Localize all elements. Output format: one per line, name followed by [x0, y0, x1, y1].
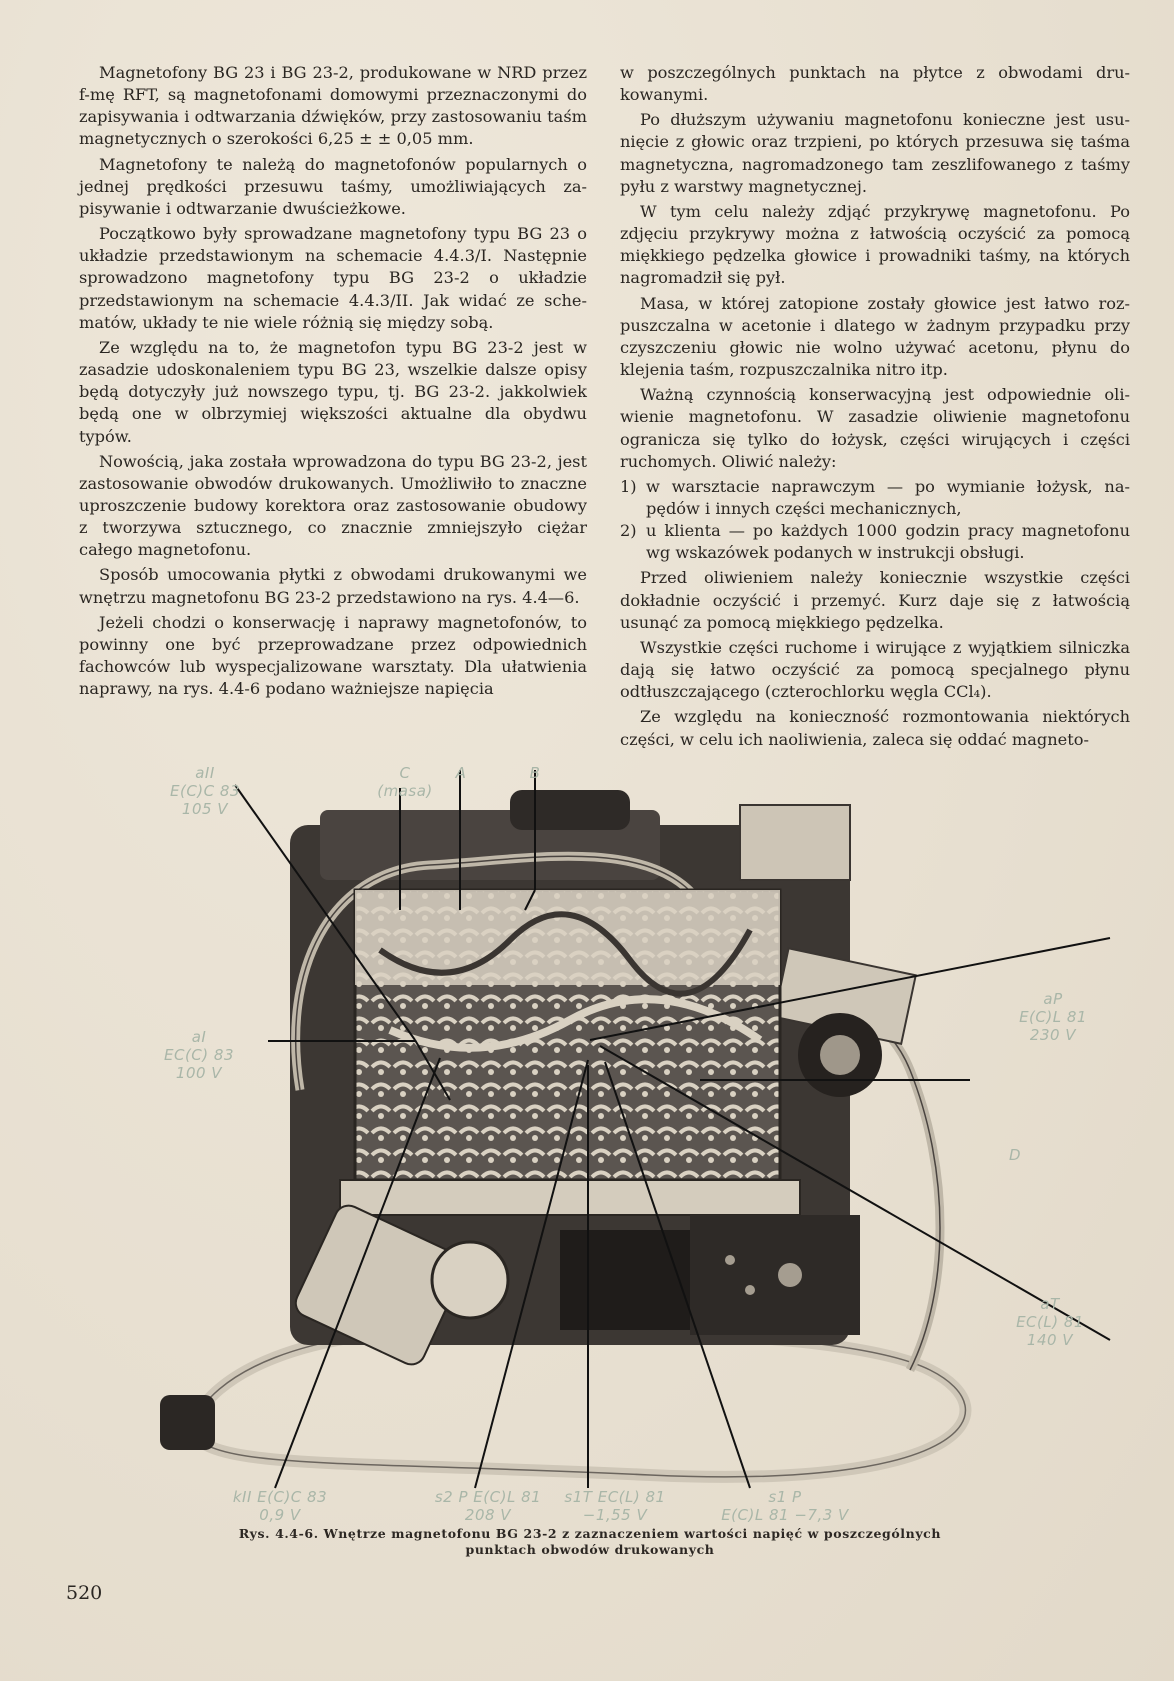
label-line: 230 V: [1029, 1026, 1077, 1044]
right-text-column: [620, 62, 1130, 754]
paragraph: Sposób umocowania płytki z obwodami drukowanymi we wnętrzu magnetofonu BG 23-2 przedstawiono na rys. 4.4—6.: [79, 565, 587, 607]
label-line: B: [529, 764, 541, 782]
label-line: 140 V: [1026, 1331, 1074, 1349]
label-aII: [160, 764, 250, 818]
paragraph-continuation: w poszczególnych punktach na płytce z obwodami drukowanymi.: [620, 63, 1130, 105]
label-line: E(C)L 81 −7,3 V: [721, 1506, 849, 1524]
label-line: E(C)L 81: [1019, 1008, 1087, 1026]
label-D: [1000, 1146, 1030, 1164]
label-line: aII: [195, 764, 215, 782]
selector-switch-block: [690, 1215, 860, 1335]
label-kII: [210, 1488, 350, 1524]
label-aP: [1008, 990, 1098, 1044]
caption-line-1: Rys. 4.4-6. Wnętrze magnetofonu BG 23-2 z zaznaczeniem wartości napięć w poszczególnych: [238, 1526, 942, 1541]
page-number: 520: [66, 1582, 103, 1604]
label-line: aI: [191, 1028, 207, 1046]
label-C: [375, 764, 435, 800]
label-line: 100 V: [175, 1064, 223, 1082]
figure-tape-recorder-interior: [150, 764, 1150, 1524]
figure-caption: [200, 1526, 980, 1558]
paragraph: Magnetofony te należą do magnetofonów popularnych o jednej prędkości przesuwu taśmy, umożliwiających zapisywanie i odtwarzanie dwuścieżkowe.: [79, 154, 587, 218]
relay-box: [740, 805, 850, 880]
paragraph: Po dłuższym używaniu magnetofonu konieczne jest usunięcie z głowic oraz trzpieni, po których przesuwa się taśma magnetyczna, nagromadzonego tam zeszlifowanego z taśmy pyłu z warstwy magnetycznej.: [620, 110, 1130, 196]
label-line: C: [399, 764, 411, 782]
paragraph: Początkowo były sprowadzane magnetofony typu BG 23 o układzie przedstawionym na schemacie 4.4.3/I. Następnie sprowadzono magnetofony typu BG 23-2 o układzie przedstawionym na schemacie 4.4.3/II. Jak widać ze schematów, układy te nie wiele różnią się między sobą.: [79, 224, 587, 332]
list-text: w warsztacie naprawczym — po wymianie łożysk, napędów i innych części mechanicznych,: [646, 476, 1130, 518]
label-line: A: [455, 764, 467, 782]
power-plug: [160, 1395, 215, 1450]
paragraph: Jeżeli chodzi o konserwację i naprawy magnetofonów, to powinny one być przeprowadzane przez odpowiednich fachowców lub wyspecjalizowane warsztaty. Dla ułatwienia naprawy, na rys. 4.4-6 podano ważniejsze napięcia: [79, 612, 587, 699]
label-line: EC(C) 83: [164, 1046, 234, 1064]
list-item: [620, 520, 1130, 564]
list-number: 2): [620, 521, 637, 541]
paragraph: Masa, w której zatopione zostały głowice jest łatwo rozpuszczalna w acetonie i dlatego w żadnym przypadku przy czyszczeniu głowic nie wolno używać acetonu, płynu do klejenia taśm, rozpuszczalnika nitro itp.: [620, 293, 1130, 380]
label-line: EC(L) 81: [1016, 1313, 1084, 1331]
list-number: 1): [620, 476, 637, 496]
label-line: E(C)C 83: [170, 782, 240, 800]
label-line: −1,55 V: [582, 1506, 648, 1524]
label-line: s1 P: [768, 1488, 802, 1506]
paragraph: W tym celu należy zdjąć przykrywę magnetofonu. Po zdjęciu przykrywy można z łatwością oczyścić za pomocą miękkiego pędzelka głowice i prowadniki taśmy, na których nagromadził się pył.: [620, 201, 1130, 288]
label-line: aP: [1043, 990, 1063, 1008]
label-line: (masa): [377, 782, 433, 800]
left-text-column: [79, 62, 587, 703]
label-line: s2 P E(C)L 81: [434, 1488, 542, 1506]
paragraph: Wszystkie części ruchome i wirujące z wyjątkiem silniczka dają się łatwo oczyścić za pomocą specjalnego płynu odtłuszczającego (czterochlorku węgla CCl₄).: [620, 637, 1130, 702]
label-s2P: [418, 1488, 558, 1524]
label-line: kII E(C)C 83: [232, 1488, 328, 1506]
paragraph: Ze względu na to, że magnetofon typu BG 23-2 jest w zasadzie udoskonaleniem typu BG 23, wszelkie dalsze opisy będą dotyczyły już nowszego typu, tj. BG 23-2. jakkolwiek będą one w olbrzymiej większości aktualne dla obydwu typów.: [79, 337, 587, 446]
label-line: D: [1008, 1146, 1022, 1164]
paragraph: Ze względu na konieczność rozmontowania niektórych części, w celu ich naoliwienia, zaleca się oddać magneto-: [620, 707, 1130, 749]
power-cable: [190, 1330, 965, 1477]
tape-recorder-photo: [150, 770, 1150, 1490]
label-A: [446, 764, 476, 782]
label-line: aT: [1040, 1295, 1060, 1313]
label-B: [520, 764, 550, 782]
list-item: [620, 476, 1130, 520]
label-line: 105 V: [181, 800, 229, 818]
label-line: 0,9 V: [259, 1506, 301, 1524]
label-line: 208 V: [464, 1506, 512, 1524]
paragraph: Magnetofony BG 23 i BG 23-2, produkowane w NRD przez f-mę RFT, są magnetofonami domowymi przeznaczonymi do zapisywania i odtwarzania dźwięków, przy zastosowaniu taśm magnetycznych o szerokości 6,25 ± ± 0,05 mm.: [79, 63, 587, 149]
label-aI: [154, 1028, 244, 1082]
label-s1P: [710, 1488, 860, 1524]
caption-line-2: punktach obwodów drukowanych: [465, 1542, 715, 1557]
label-line: s1T EC(L) 81: [564, 1488, 666, 1506]
list-text: u klienta — po każdych 1000 godzin pracy magnetofonu wg wskazówek podanych w instrukcji obsługi.: [646, 521, 1130, 563]
paragraph: Przed oliwieniem należy koniecznie wszystkie części dokładnie oczyścić i przemyć. Kurz daje się z łatwością usunąć za pomocą miękkiego pędzelka.: [620, 568, 1130, 632]
paragraph: Ważną czynnością konserwacyjną jest odpowiednie oliwienie magnetofonu. W zasadzie oliwienie magnetofonu ogranicza się tylko do łożysk, części wirujących i części ruchomych. Oliwić należy:: [620, 385, 1130, 471]
label-aT: [1005, 1295, 1095, 1349]
label-s1T: [550, 1488, 680, 1524]
paragraph: Nowością, jaka została wprowadzona do typu BG 23-2, jest zastosowanie obwodów drukowanych. Umożliwiło to znaczne uproszczenie budowy korektora oraz zastosowanie obudowy z tworzywa sztucznego, co znacznie zmniejszyło ciężar całego magnetofonu.: [79, 451, 587, 560]
